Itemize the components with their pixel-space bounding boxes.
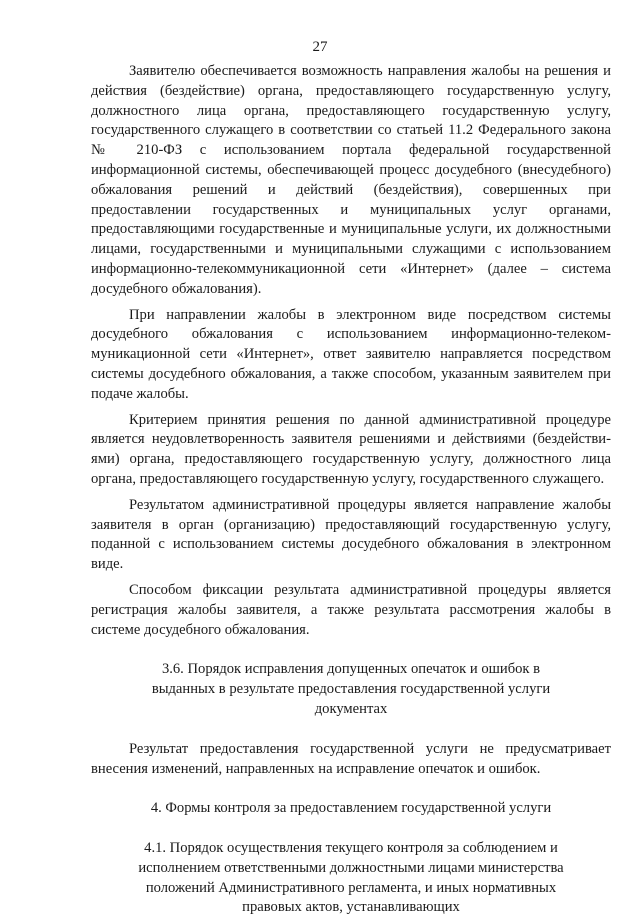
paragraph-decision-criterion: Критерием принятия решения по данной административной процедуре является неудовлетворенность заявителя решениями и действиями (бездействиями) органа, предоставляющего государственную услугу, должностного лица органа, предоставляющего государственную услугу, государственного служащего. bbox=[91, 411, 611, 487]
paragraph-result-recording: Способом фиксации результата административной процедуры является регистрация жалобы заявителя, а также результата рассмотрения жалобы в системе досудебного обжалования. bbox=[91, 581, 611, 638]
paragraph-section-3-6: Результат предоставления государственной услуги не предусматривает внесения изменений, направленных на исправление опечаток и ошибок. bbox=[91, 740, 611, 777]
section-heading-4: 4. Формы контроля за предоставлением государственной услуги bbox=[150, 800, 552, 817]
page-number: 27 bbox=[312, 39, 328, 55]
paragraph-complaint-portal: Заявителю обеспечивается возможность направления жалобы на решения и действия (бездействие) органа, предоставляющего государственную услугу, должностного лица органа, предоставляющего государственную услугу, государственного служащего в соответствии со статьей 11.2 Федерального закона № 210-ФЗ с использованием портала федеральной государственной информационной системы, обеспечивающей процесс досудебного (внесудебного) обжалования решений и действий (бездействия), совершенных при предоставлении государственных и муниципальных услуг органами, предоставляющими государственные и муниципальные услуги, их должностными лицами, государственными и муниципальными служащими с использованием информационно-телекоммуникационной сети «Интернет» (далее – система досудебного обжалования). bbox=[91, 63, 611, 297]
section-heading-3-6: 3.6. Порядок исправления допущенных опечаток и ошибок в выданных в результате предоставления государственной услуги документах bbox=[151, 661, 551, 717]
paragraph-procedure-result: Результатом административной процедуры является направление жалобы заявителя в орган (организацию) предоставляющий государственную услугу, поданной с использованием системы досудебного обжалования в электронном виде. bbox=[91, 496, 611, 573]
paragraph-electronic-response: При направлении жалобы в электронном виде посредством системы досудебного обжалования с использованием информационно-телекоммуникационной сети «Интернет», ответ заявителю направляется посредством системы досудебного обжалования, а также способом, указанным заявителем при подаче жалобы. bbox=[91, 306, 611, 402]
document-body bbox=[91, 62, 611, 918]
section-heading-4-1: 4.1. Порядок осуществления текущего контроля за соблюдением и исполнением ответственными должностными лицами министерства положений Административного регламента, и иных нормативных правовых актов, устанавливающих bbox=[138, 840, 564, 916]
